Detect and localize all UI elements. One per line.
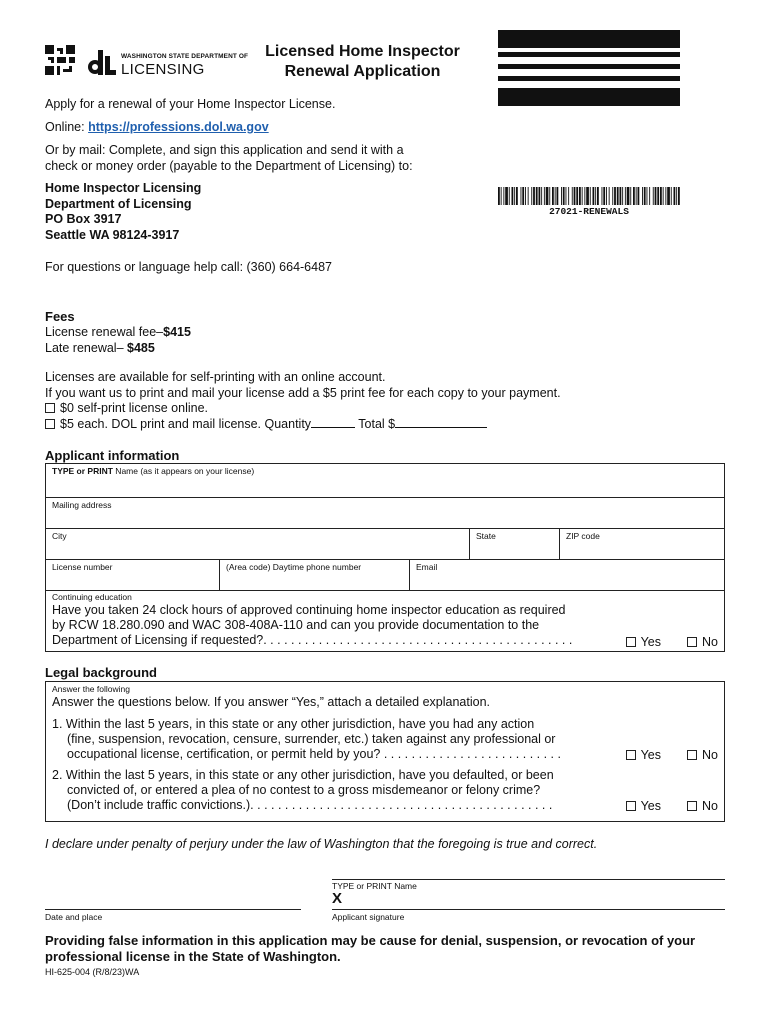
ce-line-2: by RCW 18.280.090 and WAC 308-408A-110 and can you provide documentation to the [52,618,540,632]
address-line: Home Inspector Licensing [45,181,202,195]
barcode-icon [498,187,680,205]
name-row[interactable] [46,464,724,497]
date-place-label: Date and place [45,912,103,922]
yes-label: Yes [640,799,662,813]
legal-instruction: Answer the questions below. If you answer “Yes,” attach a detailed explanation. [52,695,491,709]
signature-line[interactable] [332,909,725,910]
q1-yes-checkbox[interactable] [626,750,636,760]
q2-line-3: (Don’t include traffic convictions.). . . . . . . . . . . . . . . . . . . . . . . . . . . . . . . . . . . . . . . . . . . . [67,798,553,812]
title-line-2: Renewal Application [284,63,441,80]
applicant-heading: Applicant information [45,448,180,463]
zip-field[interactable] [559,529,724,559]
barcode-text: 27021-RENEWALS [549,206,629,217]
dol-print-checkbox[interactable] [45,419,55,429]
signature-label: Applicant signature [332,912,405,922]
signature-x-mark: X [332,890,343,907]
quantity-field[interactable] [311,418,355,428]
legal-small-label: Answer the following [52,684,130,694]
q1-yes-no [624,748,718,762]
legal-question-2 [52,768,718,813]
q2-line-1: 2. Within the last 5 years, in this state or any other jurisdiction, have you defaulted, or been [52,768,554,782]
qr-code-icon [45,45,75,75]
q1-no-checkbox[interactable] [687,750,697,760]
license-number-field[interactable] [46,560,219,590]
q2-yes-no [624,799,718,813]
q1-line-2: (fine, suspension, revocation, censure, surrender, etc.) taken against any professional or [67,732,556,746]
print-line-2: If you want us to print and mail your license add a $5 print fee for each copy to your payment. [45,385,561,400]
no-label: No [702,799,718,813]
mailing-address-field[interactable] [46,498,724,528]
form-number: HI-625-004 (R/8/23)WA [45,967,140,977]
mail-instructions [45,142,413,174]
q1-line-3: occupational license, certification, or permit held by you? . . . . . . . . . . . . . . . . . . . . . . . . . . [67,747,561,761]
zip-label: ZIP code [566,531,600,541]
yes-label: Yes [640,635,662,649]
yes-label: Yes [640,748,662,762]
dol-print-option [45,417,561,433]
phone-label: (Area code) Daytime phone number [226,562,362,572]
mailing-address-block [45,181,201,243]
total-label: Total $ [355,416,396,431]
ce-question [46,591,724,651]
self-print-checkbox[interactable] [45,403,55,413]
q2-yes-checkbox[interactable] [626,801,636,811]
email-field[interactable] [409,560,724,590]
print-options [45,370,561,432]
mailing-row[interactable] [46,497,724,528]
ce-row [46,590,724,651]
declaration-text: I declare under penalty of perjury under the law of Washington that the foregoing is true and correct. [45,837,598,851]
online-label: Online: [45,120,89,134]
city-label: City [52,531,67,541]
q1-line-1: 1. Within the last 5 years, in this state or any other jurisdiction, have you had any action [52,717,535,731]
printed-name-line[interactable] [332,879,725,880]
q2-no-checkbox[interactable] [687,801,697,811]
office-use-stripes [498,30,680,110]
dol-logo-icon [88,50,118,77]
mail-line-1: Or by mail: Complete, and sign this application and send it with a [45,143,404,157]
online-link[interactable]: https://professions.dol.wa.gov [88,120,269,134]
ce-label: Continuing education [52,592,132,602]
online-line [45,119,269,135]
state-label: State [476,531,496,541]
false-info-warning: Providing false information in this application may be cause for denial, suspension, or revocation of your professional license in the State of Washington. [45,933,696,964]
legal-heading: Legal background [45,665,157,680]
mail-line-2: check or money order (payable to the Department of Licensing) to: [45,159,413,173]
address-line: Department of Licensing [45,196,192,211]
legal-question-1 [52,717,718,762]
late-fee-amount: $485 [127,341,155,355]
self-print-label: $0 self-print license online. [60,401,208,415]
ce-yes-no [624,635,718,649]
name-label: Name (as it appears on your license) [112,466,255,476]
logo-agency-text: WASHINGTON STATE DEPARTMENT OF [121,53,249,60]
state-field[interactable] [469,529,559,559]
no-label: No [702,635,718,649]
ce-line-3: Department of Licensing if requested?. . . . . . . . . . . . . . . . . . . . . . . . . . . . . . . . . . . . . . . . . . . . . [52,633,573,647]
intro-line: Apply for a renewal of your Home Inspector License. [45,97,336,111]
license-row [46,559,724,590]
ce-no-checkbox[interactable] [687,637,697,647]
mailing-label: Mailing address [52,500,112,510]
printed-name-label: TYPE or PRINT Name [332,881,417,891]
renewal-fee-line [45,324,191,340]
title-line-1: Licensed Home Inspector [265,43,460,60]
total-field[interactable] [395,418,487,428]
late-fee-label: Late renewal– [45,341,128,355]
name-field[interactable] [46,464,724,497]
legal-box [45,681,725,822]
q2-line-2: convicted of, or entered a plea of no contest to a gross misdemeanor or felony crime? [67,783,541,797]
applicant-table [45,463,725,652]
ce-yes-checkbox[interactable] [626,637,636,647]
email-label: Email [416,562,438,572]
form-title [240,42,485,82]
city-row [46,528,724,559]
renewal-fee-amount: $415 [163,325,191,339]
city-field[interactable] [46,529,468,559]
name-label-bold: TYPE or PRINT [52,466,113,476]
renewal-fee-label: License renewal fee– [45,325,164,339]
late-fee-line [45,340,155,356]
dol-print-label: $5 each. DOL print and mail license. Quantity [60,416,312,431]
ce-line-1: Have you taken 24 clock hours of approved continuing home inspector education as required [52,603,566,617]
license-label: License number [52,562,113,572]
print-line-1: Licenses are available for self-printing with an online account. [45,370,386,384]
fees-heading: Fees [45,309,75,324]
logo-licensing-text: LICENSING [121,61,205,78]
no-label: No [702,748,718,762]
phone-field[interactable] [219,560,409,590]
address-line: PO Box 3917 [45,212,122,226]
questions-line: For questions or language help call: (360) 664-6487 [45,260,332,274]
self-print-option [45,401,561,417]
address-line: Seattle WA 98124-3917 [45,227,180,242]
date-place-line[interactable] [45,909,301,910]
